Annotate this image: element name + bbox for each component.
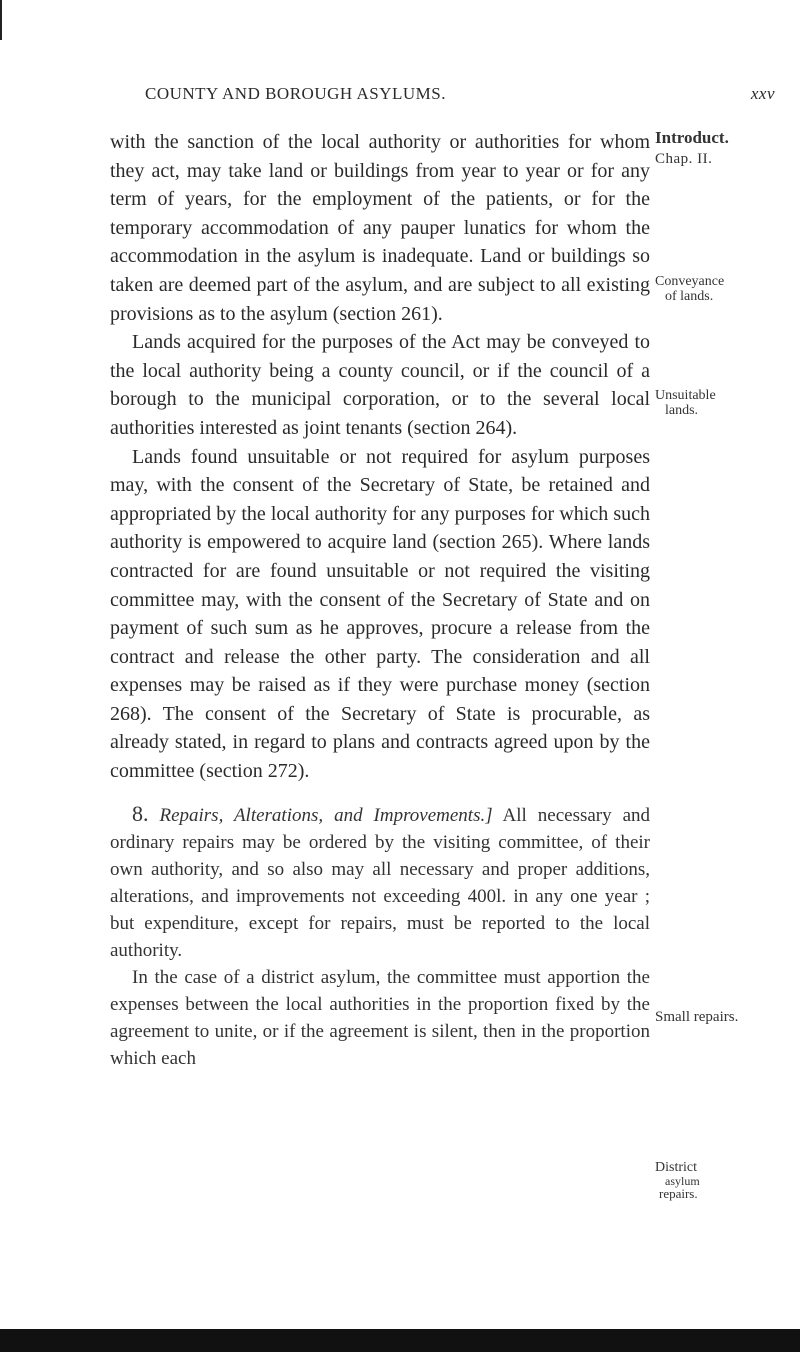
margin-note-conveyance — [655, 274, 795, 304]
margin-note-unsuitable — [655, 388, 795, 418]
page-edge-mark — [0, 0, 2, 40]
margin-small-repairs: Small repairs. — [655, 1009, 739, 1025]
margin-unsuitable-line2: lands. — [665, 403, 699, 418]
margin-district-line3: repairs. — [659, 1186, 698, 1201]
section-heading: Repairs, Alterations, and Improvements.] — [159, 804, 493, 826]
margin-note-small-repairs — [655, 1010, 795, 1025]
margin-unsuitable-line1: Unsuitable — [655, 388, 716, 403]
running-header — [145, 84, 775, 108]
paragraph-unsuitable-lands: Lands found unsuitable or not required for asylum purposes may, with the consent of the Secretary of State, be retained and appropriated by the local authority for any purposes for which such authority is empowered to acquire land (section 265). Where lands contracted for are found unsuitable or not required the visiting committee may, with the consent of the Secretary of State and on payment of such sum as he approves, procure a release from the contract and release the other party. The consideration and all expenses may be raised as if they were purchase money (section 268). The consent of the Secretary of State is procurable, as already stated, in regard to plans and contracts agreed upon by the committee (section 272). — [110, 445, 650, 783]
margin-chapter: Chap. II. — [655, 151, 713, 167]
paragraph-district-asylum: In the case of a district asylum, the committee must apportion the expenses between the local authorities in the proportion fixed by the agreement to unite, or if the agreement is silent, then in the proportion which each — [110, 966, 650, 1069]
margin-conveyance-line1: Conveyance — [655, 274, 725, 289]
bottom-rule — [0, 1327, 800, 1352]
margin-introduct: Introduct. — [655, 128, 729, 147]
section-body: All necessary and ordinary repairs may be ordered by the visiting committee, of their own authority, and so also may all necessary and proper additions, alterations, and improvements not exceeding 400l. in any one year ; but expenditure, except for repairs, must be reported to the local authority. — [110, 804, 651, 961]
section-number: 8. — [132, 800, 149, 826]
paragraph-conveyance: Lands acquired for the purposes of the Act may be conveyed to the local authority being a county council, or if the council of a borough to the municipal corporation, or to the several local authorities interested as joint tenants (section 264). — [110, 331, 650, 439]
paragraph-repairs — [110, 800, 650, 964]
margin-conveyance-line2: of lands. — [665, 289, 714, 304]
page-number: xxv — [750, 84, 775, 103]
paragraph-continuation: with the sanction of the local authority or authorities for whom they act, may take land or buildings from year to year or for any term of years, for the employment of the patients, or for the temporary accommodation of any pauper lunatics for whom the accommodation in the asylum is inadequate. Land or buildings so taken are deemed part of the asylum, and are subject to all existing provisions as to the asylum (section 261). — [110, 131, 650, 325]
margin-note-district — [655, 1160, 795, 1200]
running-title: COUNTY AND BOROUGH ASYLUMS. — [145, 84, 446, 103]
margin-district-line1: District — [655, 1160, 697, 1175]
body-text — [110, 128, 650, 1072]
margin-note-introduct — [655, 130, 795, 167]
margin-district-line2: asylum — [665, 1174, 700, 1188]
